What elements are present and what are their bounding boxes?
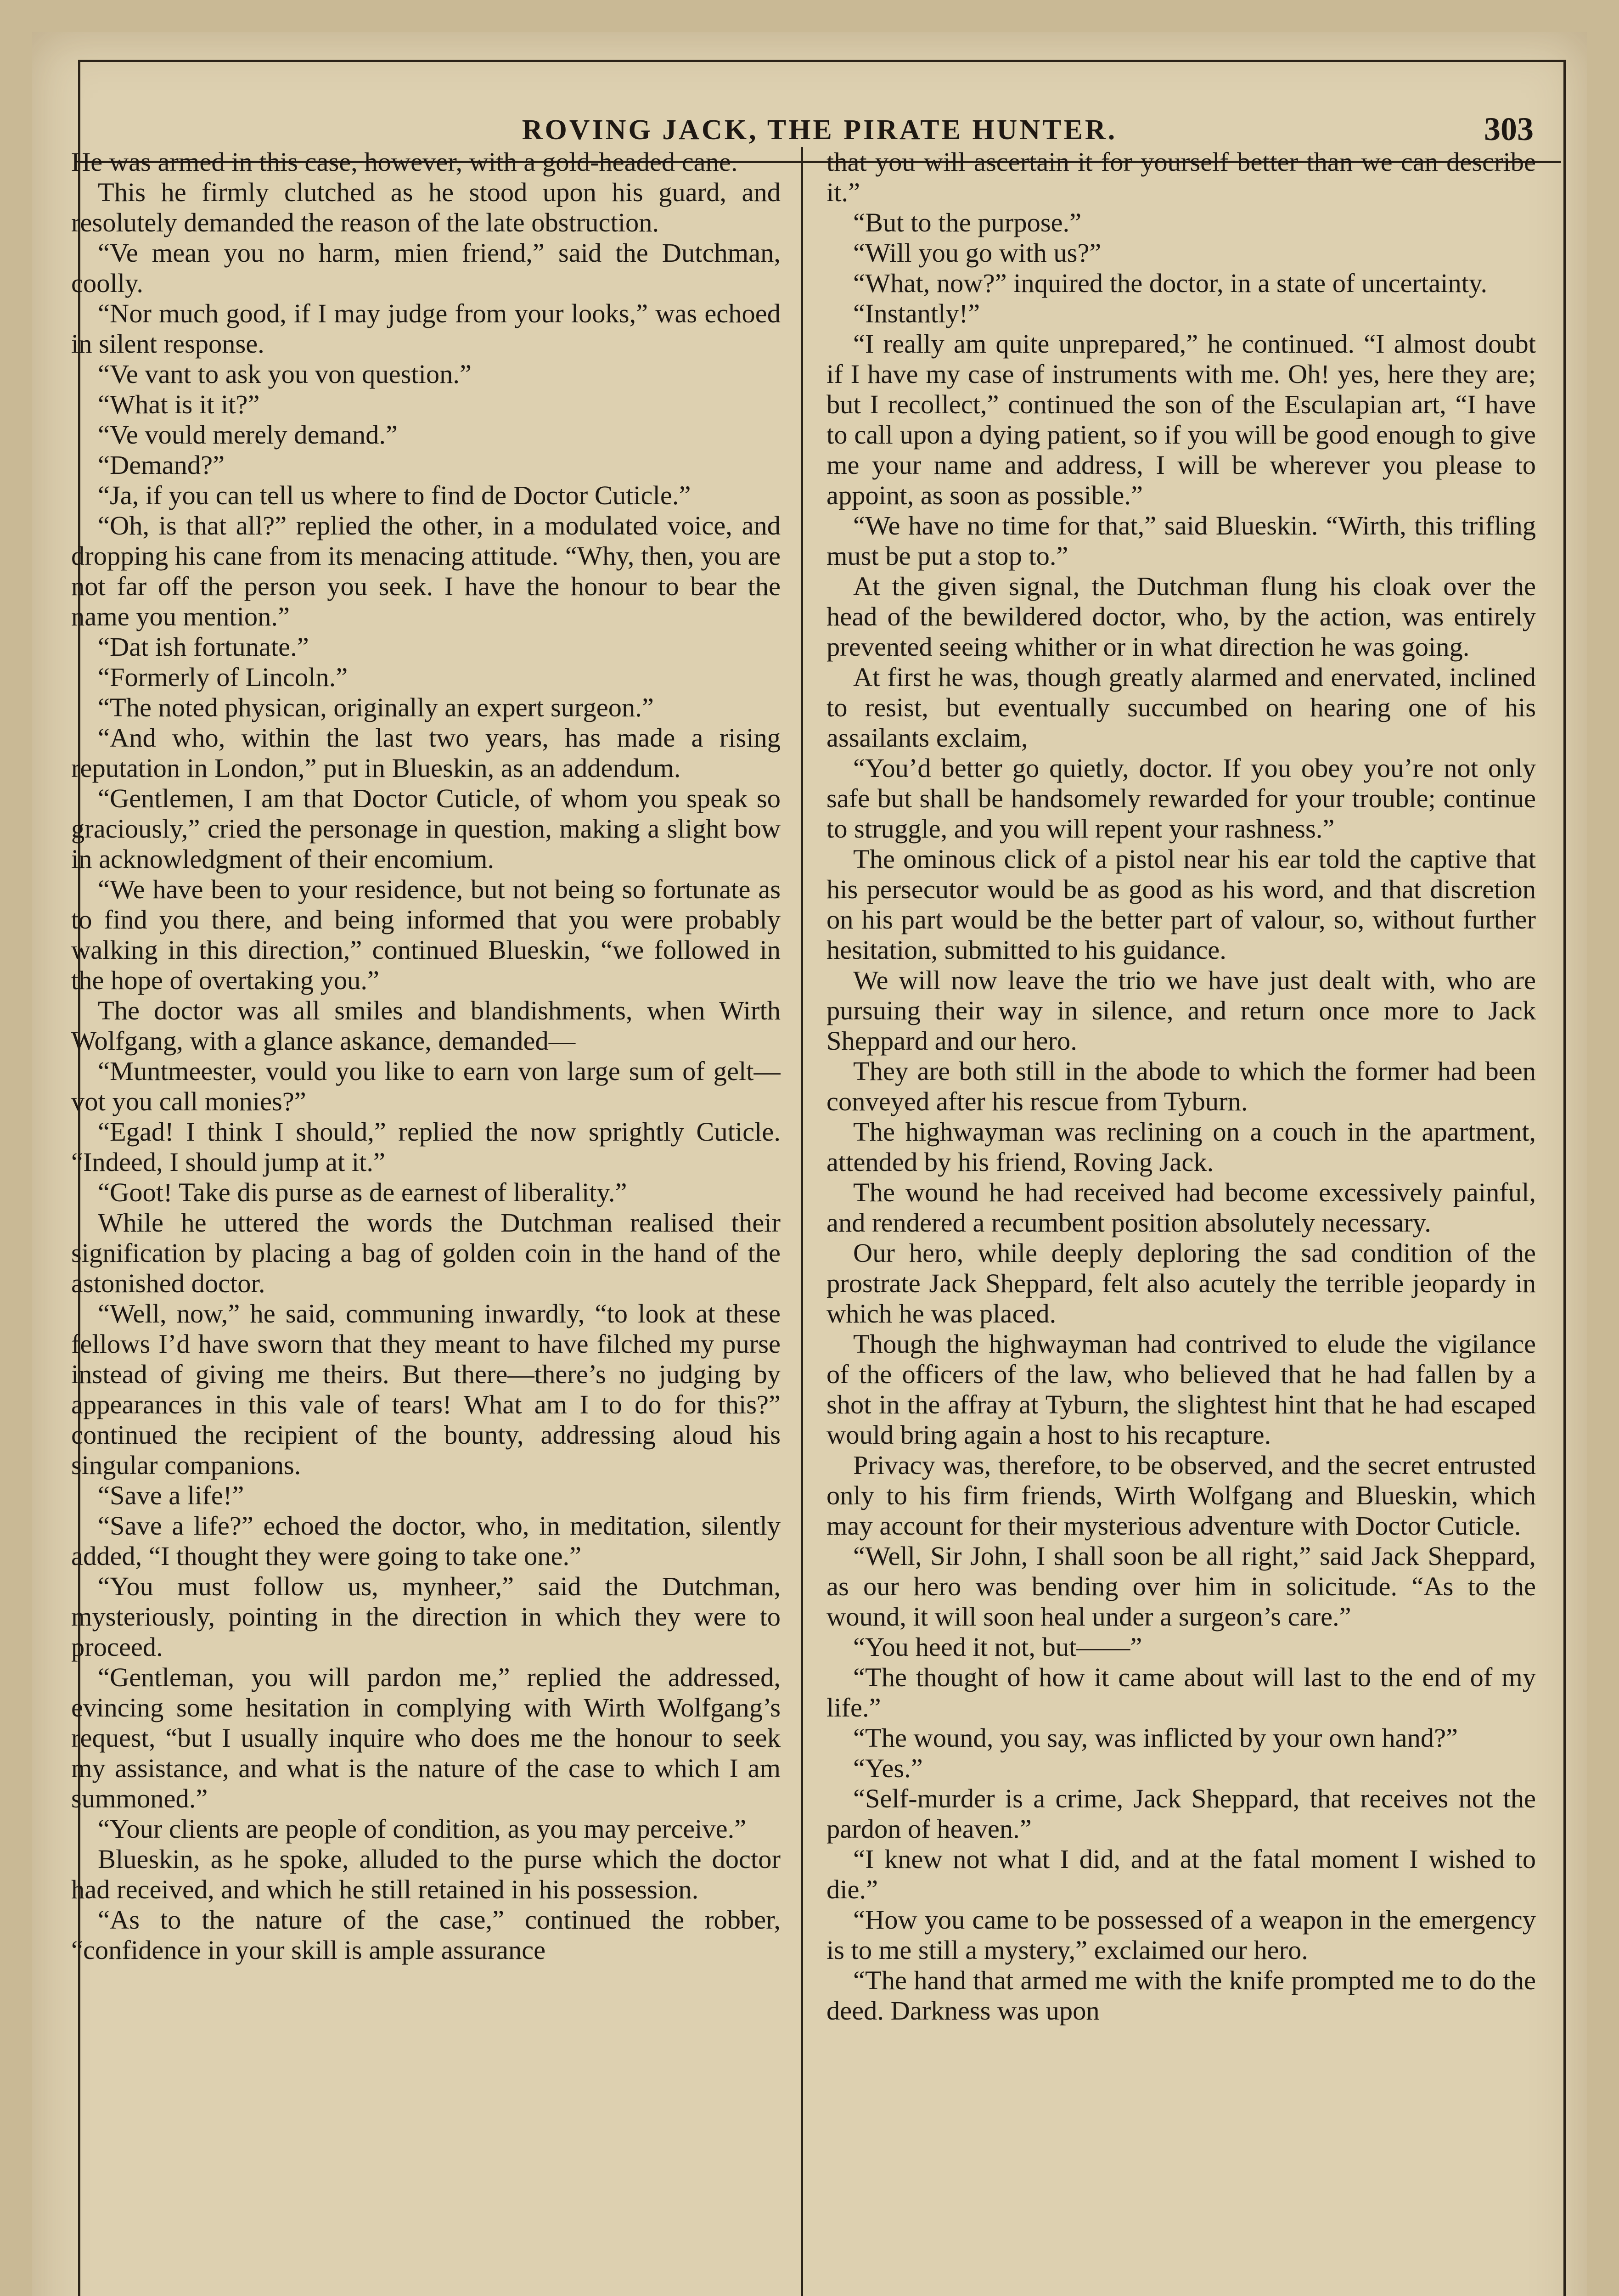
- paragraph: Blueskin, as he spoke, alluded to the purse which the doctor had received, and which he still retained in his possession.: [71, 1844, 781, 1904]
- paragraph: “Goot! Take dis purse as de earnest of liberality.”: [98, 1177, 627, 1207]
- paragraph: “Ve vould merely demand.”: [98, 420, 398, 450]
- left-text-column: [71, 147, 781, 2296]
- paragraph: “Nor much good, if I may judge from your looks,” was echoed in silent response.: [71, 298, 781, 359]
- paragraph: “What, now?” inquired the doctor, in a state of uncertainty.: [853, 268, 1488, 298]
- paragraph: “The thought of how it came about will last to the end of my life.”: [826, 1662, 1536, 1722]
- paragraph: “Save a life!”: [98, 1480, 244, 1510]
- paragraph: “And who, within the last two years, has made a rising reputation in London,” put in Blueskin, as an addendum.: [71, 723, 781, 783]
- paragraph: At first he was, though greatly alarmed and enervated, inclined to resist, but eventually succumbed on hearing one of his assailants exclaim,: [826, 662, 1536, 753]
- paragraph: “Instantly!”: [853, 298, 980, 328]
- paragraph: “What is it it?”: [98, 389, 260, 419]
- paragraph: “I really am quite unprepared,” he continued. “I almost doubt if I have my case of instruments with me. Oh! yes, here they are; but I recollect,” continued the son of the Esculapian art, “I have to call upon a dying patient, so if you will be good enough to give me your name and address, I will be wherever you please to appoint, as soon as possible.”: [826, 329, 1536, 510]
- paragraph: “Oh, is that all?” replied the other, in a modulated voice, and dropping his cane from its menacing attitude. “Why, then, you are not far off the person you seek. I have the honour to bear the name you mention.”: [71, 511, 781, 631]
- paragraph: “But to the purpose.”: [853, 208, 1082, 237]
- paragraph: At the given signal, the Dutchman flung his cloak over the head of the bewildered doctor, who, by the action, was entirely prevented seeing whither or in what direction he was going.: [826, 571, 1536, 662]
- paragraph: “As to the nature of the case,” continued the robber, “confidence in your skill is ample assurance: [71, 1905, 781, 1965]
- paragraph: “Muntmeester, vould you like to earn von large sum of gelt—vot you call monies?”: [71, 1056, 781, 1116]
- paragraph: “Dat ish fortunate.”: [98, 632, 309, 662]
- paragraph: The ominous click of a pistol near his ear told the captive that his persecutor would be as good as his word, and that discretion on his part would be the better part of valour, so, without further hesitation, submitted to his guidance.: [826, 844, 1536, 965]
- paragraph: “Will you go with us?”: [853, 238, 1102, 268]
- running-title: ROVING JACK, THE PIRATE HUNTER.: [522, 114, 1118, 146]
- paragraph: “You’d better go quietly, doctor. If you obey you’re not only safe but shall be handsomely rewarded for your trouble; continue to struggle, and you will repent your rashness.”: [826, 753, 1536, 844]
- paragraph: The doctor was all smiles and blandishments, when Wirth Wolfgang, with a glance askance, demanded—: [71, 996, 781, 1056]
- paragraph: “We have no time for that,” said Blueskin. “Wirth, this trifling must be put a stop to.”: [826, 511, 1536, 571]
- paragraph: “Gentlemen, I am that Doctor Cuticle, of whom you speak so graciously,” cried the personage in question, making a slight bow in acknowledgment of their encomium.: [71, 783, 781, 874]
- page-number: 303: [1484, 111, 1534, 147]
- paragraph: that you will ascertain it for yourself better than we can describe it.”: [826, 147, 1536, 207]
- column-divider: [801, 147, 803, 2296]
- paragraph: Our hero, while deeply deploring the sad condition of the prostrate Jack Sheppard, felt also acutely the terrible jeopardy in which he was placed.: [826, 1238, 1536, 1328]
- paragraph: “Yes.”: [853, 1753, 923, 1783]
- paragraph: “Egad! I think I should,” replied the now sprightly Cuticle. “Indeed, I should jump at it.”: [71, 1117, 781, 1177]
- paragraph: “Self-murder is a crime, Jack Sheppard, that receives not the pardon of heaven.”: [826, 1784, 1536, 1844]
- paragraph: “Ve mean you no harm, mien friend,” said the Dutchman, coolly.: [71, 238, 781, 298]
- paragraph: “Formerly of Lincoln.”: [98, 662, 348, 692]
- paragraph: “I knew not what I did, and at the fatal moment I wished to die.”: [826, 1844, 1536, 1904]
- paragraph: The highwayman was reclining on a couch in the apartment, attended by his friend, Roving Jack.: [826, 1117, 1536, 1177]
- paragraph: They are both still in the abode to which the former had been conveyed after his rescue from Tyburn.: [826, 1056, 1536, 1116]
- paragraph: “We have been to your residence, but not being so fortunate as to find you there, and being informed that you were probably walking in this direction,” continued Blueskin, “we followed in the hope of overtaking you.”: [71, 874, 781, 995]
- paragraph: “The noted physican, originally an expert surgeon.”: [98, 692, 654, 722]
- paragraph: “Save a life?” echoed the doctor, who, in meditation, silently added, “I thought they were going to take one.”: [71, 1511, 781, 1571]
- paragraph: We will now leave the trio we have just dealt with, who are pursuing their way in silence, and return once more to Jack Sheppard and our hero.: [826, 965, 1536, 1056]
- paragraph: “The wound, you say, was inflicted by your own hand?”: [853, 1723, 1458, 1753]
- paragraph: “Well, now,” he said, communing inwardly, “to look at these fellows I’d have sworn that they meant to have filched my purse instead of giving me theirs. But there—there’s no judging by appearances in this vale of tears! What am I to do for this?” continued the recipient of the bounty, addressing aloud his singular companions.: [71, 1299, 781, 1480]
- paragraph: While he uttered the words the Dutchman realised their signification by placing a bag of golden coin in the hand of the astonished doctor.: [71, 1208, 781, 1298]
- paragraph: “Ve vant to ask you von question.”: [98, 359, 472, 389]
- paragraph: Though the highwayman had contrived to elude the vigilance of the officers of the law, who believed that he had fallen by a shot in the affray at Tyburn, the slightest hint that he had escaped would bring again a host to his recapture.: [826, 1329, 1536, 1450]
- paragraph: “How you came to be possessed of a weapon in the emergency is to me still a mystery,” exclaimed our hero.: [826, 1905, 1536, 1965]
- paragraph: “You must follow us, mynheer,” said the Dutchman, mysteriously, pointing in the direction in which they were to proceed.: [71, 1571, 781, 1662]
- paragraph: “Ja, if you can tell us where to find de Doctor Cuticle.”: [98, 480, 691, 510]
- paragraph: The wound he had received had become excessively painful, and rendered a recumbent position absolutely necessary.: [826, 1177, 1536, 1238]
- paragraph: Privacy was, therefore, to be observed, and the secret entrusted only to his firm friends, Wirth Wolfgang and Blueskin, which may account for their mysterious adventure with Doctor Cuticle.: [826, 1450, 1536, 1541]
- paragraph: “You heed it not, but——”: [853, 1632, 1142, 1662]
- right-text-column: [826, 147, 1536, 2296]
- paragraph: “Demand?”: [98, 450, 225, 480]
- paragraph: “Gentleman, you will pardon me,” replied the addressed, evincing some hesitation in complying with Wirth Wolfgang’s request, “but I usually inquire who does me the honour to seek my assistance, and what is the nature of the case to which I am summoned.”: [71, 1662, 781, 1813]
- paragraph: He was armed in this case, however, with a gold-headed cane.: [71, 147, 738, 177]
- paragraph: “Your clients are people of condition, as you may perceive.”: [98, 1814, 747, 1844]
- paragraph: “Well, Sir John, I shall soon be all right,” said Jack Sheppard, as our hero was bending over him in solicitude. “As to the wound, it will soon heal under a surgeon’s care.”: [826, 1541, 1536, 1632]
- paragraph: This he firmly clutched as he stood upon his guard, and resolutely demanded the reason of the late obstruction.: [71, 177, 781, 237]
- paragraph: “The hand that armed me with the knife prompted me to do the deed. Darkness was upon: [826, 1965, 1536, 2026]
